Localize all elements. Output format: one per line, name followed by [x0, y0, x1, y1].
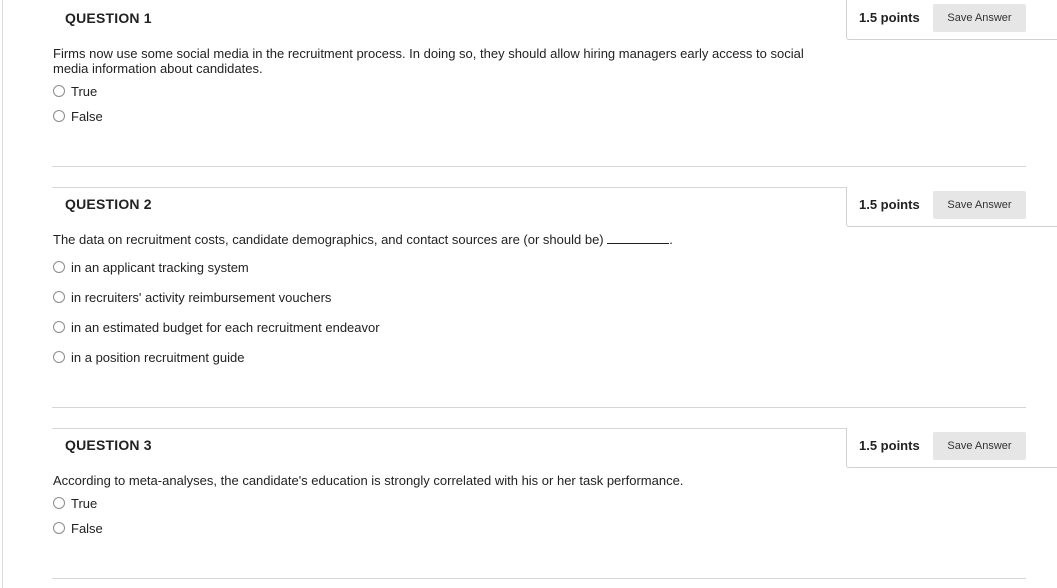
save-answer-button[interactable]: Save Answer [933, 191, 1026, 219]
points-label: 1.5 points [859, 10, 920, 25]
radio-button[interactable] [53, 522, 65, 534]
answer-option[interactable] [53, 108, 103, 124]
fill-in-blank [607, 232, 669, 244]
option-label: False [71, 108, 103, 124]
answer-option[interactable] [53, 83, 97, 99]
question-title: QUESTION 3 [65, 437, 152, 453]
radio-button[interactable] [53, 85, 65, 97]
radio-button[interactable] [53, 321, 65, 333]
save-answer-button[interactable]: Save Answer [933, 432, 1026, 460]
answer-option[interactable] [53, 319, 380, 335]
question-text [53, 232, 813, 247]
points-label: 1.5 points [859, 438, 920, 453]
question-title: QUESTION 2 [65, 196, 152, 212]
question-divider [52, 407, 1026, 408]
radio-button[interactable] [53, 351, 65, 363]
answer-option[interactable] [53, 520, 103, 536]
left-border [2, 0, 3, 588]
question-text: According to meta-analyses, the candidate's education is strongly correlated with his or her task performance. [53, 473, 684, 488]
option-label: in an estimated budget for each recruitment endeavor [71, 319, 380, 335]
radio-button[interactable] [53, 291, 65, 303]
option-label: False [71, 520, 103, 536]
answer-option[interactable] [53, 289, 331, 305]
points-panel [846, 0, 1057, 40]
answer-option[interactable] [53, 349, 244, 365]
points-panel [846, 187, 1057, 227]
points-panel [846, 428, 1057, 468]
option-label: True [71, 83, 98, 99]
points-label: 1.5 points [859, 197, 920, 212]
radio-button[interactable] [53, 497, 65, 509]
question-divider [52, 578, 1026, 579]
question-text-end: . [669, 232, 673, 247]
radio-button[interactable] [53, 110, 65, 122]
answer-option[interactable] [53, 495, 97, 511]
question-divider [52, 166, 1026, 167]
radio-button[interactable] [53, 261, 65, 273]
answer-option[interactable] [53, 259, 249, 275]
question-text-start: The data on recruitment costs, candidate demographics, and contact sources are (or should be) [53, 232, 608, 247]
question-title: QUESTION 1 [65, 10, 152, 26]
option-label: in a position recruitment guide [71, 349, 245, 365]
question-text: Firms now use some social media in the recruitment process. In doing so, they should allow hiring managers early access to social media information about candidates. [53, 46, 804, 76]
option-label: in recruiters' activity reimbursement vouchers [71, 289, 332, 305]
option-label: in an applicant tracking system [71, 259, 249, 275]
option-label: True [71, 495, 98, 511]
save-answer-button[interactable]: Save Answer [933, 4, 1026, 32]
